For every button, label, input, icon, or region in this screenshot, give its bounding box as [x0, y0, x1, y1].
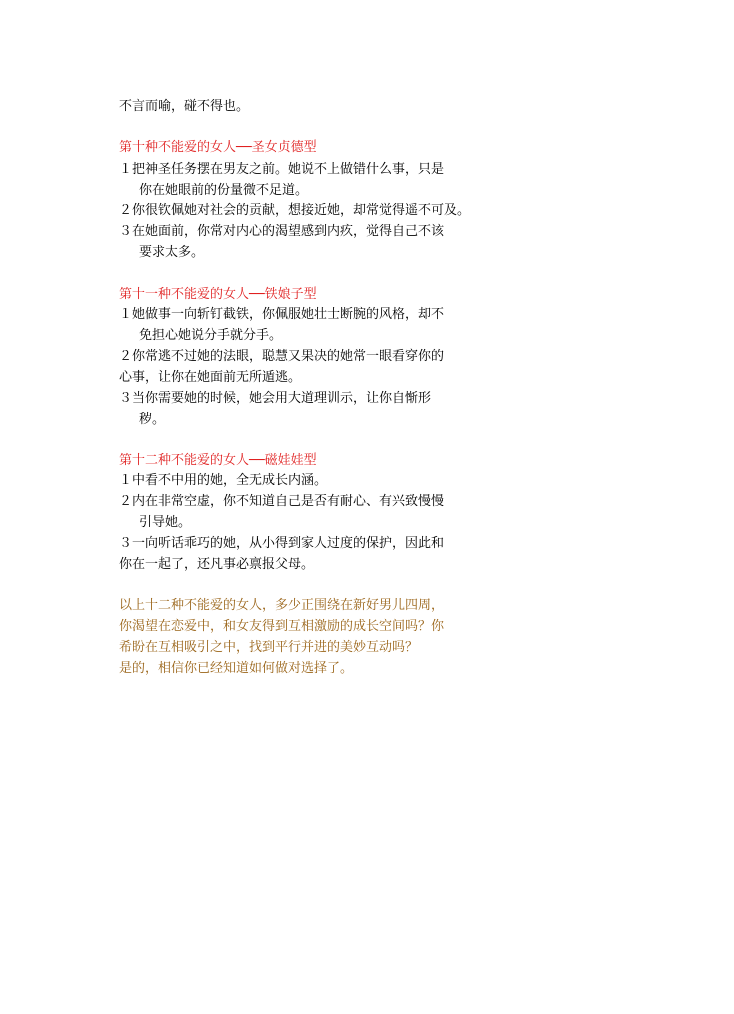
section-11-line-3: ２你常逃不过她的法眼，聪慧又果决的她常一眼看穿你的: [119, 349, 445, 364]
section-title-11: 第十一种不能爱的女人──铁娘子型: [119, 287, 317, 302]
section-10-line-2: 你在她眼前的份量微不足道。: [139, 183, 309, 198]
section-10-line-5: 要求太多。: [139, 245, 205, 260]
section-title-12: 第十二种不能爱的女人──磁娃娃型: [119, 453, 317, 468]
section-title-10: 第十种不能爱的女人──圣女贞德型: [119, 140, 317, 155]
section-11-line-2: 免担心她说分手就分手。: [139, 328, 283, 343]
section-12-line-4: ３一向听话乖巧的她，从小得到家人过度的保护，因此和: [119, 536, 445, 551]
section-10-line-3: ２你很钦佩她对社会的贡献，想接近她，却常觉得遥不可及。: [119, 203, 471, 218]
section-10-line-1: １把神圣任务摆在男友之前。她说不上做错什么事，只是: [119, 162, 445, 177]
intro-line: 不言而喻，碰不得也。: [119, 99, 250, 114]
summary-line-4: 是的，相信你已经知道如何做对选择了。: [119, 661, 354, 676]
section-10-line-4: ３在她面前，你常对内心的渴望感到内疚，觉得自己不该: [119, 224, 445, 239]
section-12-line-3: 引导她。: [139, 515, 192, 530]
summary-line-3: 希盼在互相吸引之中，找到平行并进的美妙互动吗？: [119, 640, 419, 655]
summary-line-2: 你渴望在恋爱中，和女友得到互相激励的成长空间吗？你: [119, 619, 445, 634]
section-11-line-1: １她做事一向斩钉截铁，你佩服她壮士断腕的风格，却不: [119, 307, 445, 322]
summary-line-1: 以上十二种不能爱的女人，多少正围绕在新好男儿四周，: [119, 598, 445, 613]
section-12-line-2: ２内在非常空虚，你不知道自己是否有耐心、有兴致慢慢: [119, 494, 445, 509]
section-12-line-1: １中看不中用的她，全无成长内涵。: [119, 473, 328, 488]
section-12-line-5: 你在一起了，还凡事必禀报父母。: [119, 557, 315, 572]
section-11-line-5: ３当你需要她的时候，她会用大道理训示，让你自惭形: [119, 391, 432, 406]
section-11-line-4: 心事，让你在她面前无所遁逃。: [119, 370, 302, 385]
section-11-line-6: 秽。: [139, 412, 166, 427]
